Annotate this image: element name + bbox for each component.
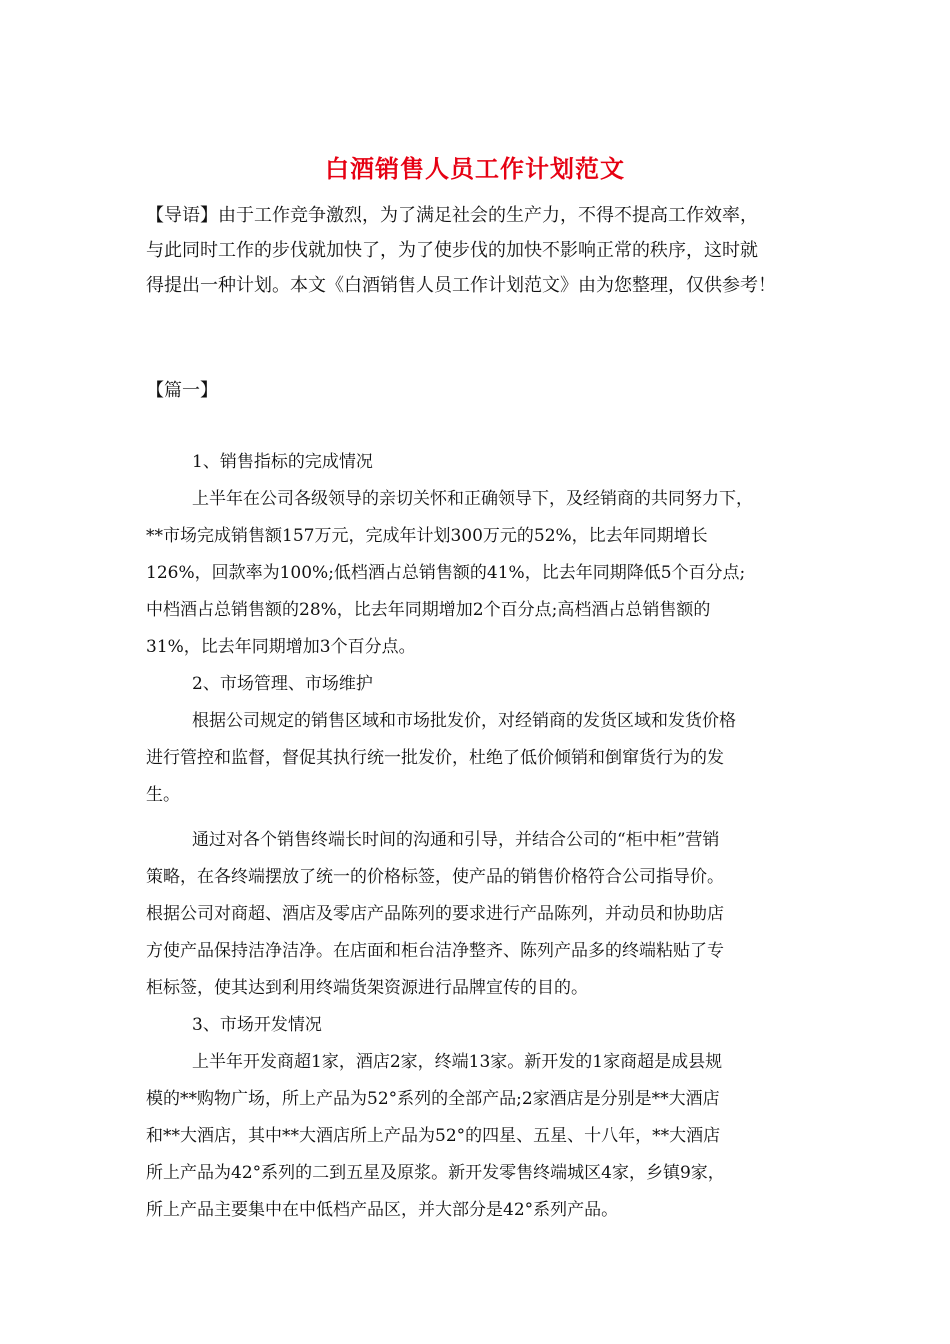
section-label: 【篇一】 <box>146 380 218 401</box>
document-body <box>146 444 826 1229</box>
paragraph-line: 上半年在公司各级领导的亲切关怀和正确领导下，及经销商的共同努力下， <box>192 489 753 509</box>
paragraph-line: 柜标签，使其达到利用终端货架资源进行品牌宣传的目的。 <box>146 978 588 998</box>
paragraph-line: 模的**购物广场，所上产品为52°系列的全部产品;2家酒店是分别是**大酒店 <box>146 1089 720 1109</box>
intro-line: 得提出一种计划。本文《白酒销售人员工作计划范文》由为您整理，仅供参考！ <box>146 275 776 296</box>
paragraph-line: 上半年开发商超1家，酒店2家，终端13家。新开发的1家商超是成县规 <box>192 1052 723 1072</box>
paragraph-line: **市场完成销售额157万元，完成年计划300万元的52%，比去年同期增长 <box>146 526 708 546</box>
paragraph-line: 和**大酒店，其中**大酒店所上产品为52°的四星、五星、十八年，**大酒店 <box>146 1126 721 1146</box>
paragraph-line: 根据公司规定的销售区域和市场批发价，对经销商的发货区域和发货价格 <box>192 711 736 731</box>
intro-line: 【导语】由于工作竞争激烈，为了满足社会的生产力，不得不提高工作效率， <box>146 205 758 226</box>
paragraph-line: 所上产品主要集中在中低档产品区，并大部分是42°系列产品。 <box>146 1200 619 1220</box>
paragraph-line: 31%，比去年同期增加3个百分点。 <box>146 637 416 657</box>
paragraph-line: 进行管控和监督，督促其执行统一批发价，杜绝了低价倾销和倒窜货行为的发 <box>146 748 724 768</box>
section-heading-market-management: 2、市场管理、市场维护 <box>192 674 373 694</box>
document-title: 白酒销售人员工作计划范文 <box>325 154 625 183</box>
paragraph-line: 生。 <box>146 785 180 805</box>
paragraph-line: 根据公司对商超、酒店及零店产品陈列的要求进行产品陈列，并动员和协助店 <box>146 904 724 924</box>
section-heading-market-development: 3、市场开发情况 <box>192 1015 322 1035</box>
paragraph-line: 方使产品保持洁净洁净。在店面和柜台洁净整齐、陈列产品多的终端粘贴了专 <box>146 941 724 961</box>
paragraph-line: 策略，在各终端摆放了统一的价格标签，使产品的销售价格符合公司指导价。 <box>146 867 724 887</box>
paragraph-line: 所上产品为42°系列的二到五星及原浆。新开发零售终端城区4家，乡镇9家， <box>146 1163 725 1183</box>
intro-line: 与此同时工作的步伐就加快了，为了使步伐的加快不影响正常的秩序，这时就 <box>146 240 758 261</box>
paragraph-line: 126%，回款率为100%;低档酒占总销售额的41%，比去年同期降低5个百分点; <box>146 563 746 583</box>
paragraph-line: 中档酒占总销售额的28%，比去年同期增加2个百分点;高档酒占总销售额的 <box>146 600 711 620</box>
paragraph-line: 通过对各个销售终端长时间的沟通和引导，并结合公司的“柜中柜”营销 <box>192 830 720 850</box>
intro-paragraph <box>146 198 826 303</box>
section-heading-sales-target: 1、销售指标的完成情况 <box>192 452 373 472</box>
